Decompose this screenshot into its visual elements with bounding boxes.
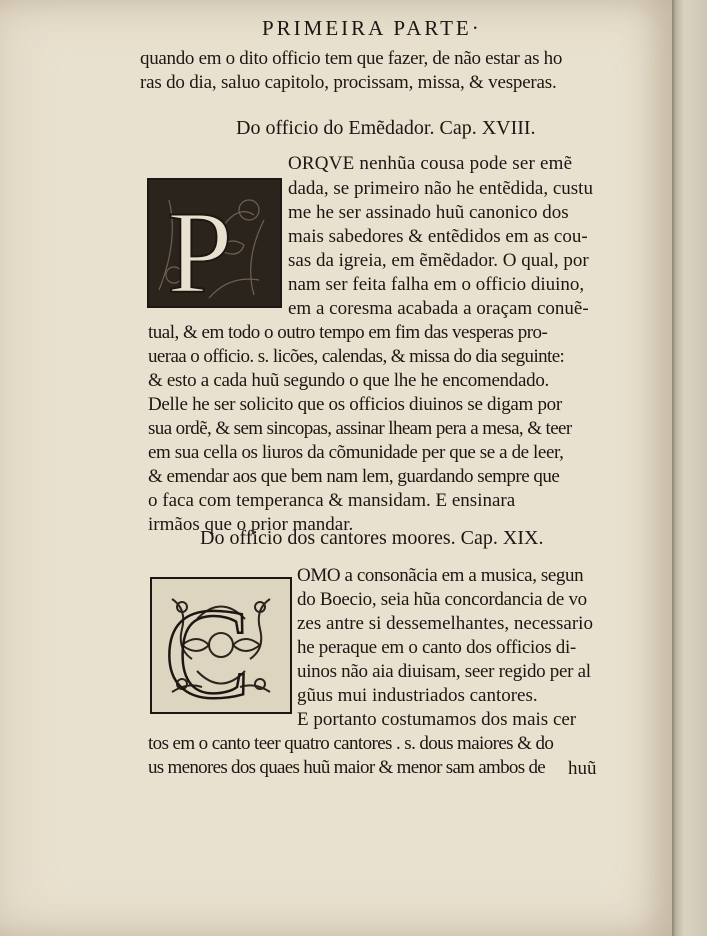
text-line: zes antre si dessemelhantes, necessario (297, 613, 593, 634)
chapter-18-heading: Do officio do Emẽdador. Cap. XVIII. (236, 117, 536, 139)
text-line: do Boecio, seia hũa concordancia de vo (297, 589, 587, 610)
text-line: sua ordẽ, & sem sincopas, assinar lheam pera a mesa, & teer (148, 418, 572, 439)
text-line: dada, se primeiro não he entẽdida, custu (288, 178, 593, 199)
text-line: & emendar aos que bem nam lem, guardando sempre que (148, 466, 560, 487)
decorated-initial-c (150, 577, 292, 714)
text-line: em sua cella os liuros da cõmunidade per que se a de leer, (148, 442, 564, 463)
initial-c-letter: C (164, 582, 251, 712)
text-line: OMO a consonãcia em a musica, segun (297, 565, 584, 586)
facing-page-edge (672, 0, 707, 936)
text-line: E portanto costumamos dos mais cer (297, 709, 577, 730)
text-line: he peraque em o canto dos officios di- (297, 637, 576, 658)
text-line: em a coresma acabada a oraçam conuẽ- (288, 298, 589, 319)
text-line: us menores dos quaes huũ maior & menor sam ambos de (148, 757, 545, 778)
decorated-initial-p (147, 178, 282, 308)
text-line: mais sabedores & entẽdidos em as cou- (288, 226, 588, 247)
initial-p-letter: P (167, 187, 233, 306)
initial-p-ornament (149, 180, 280, 306)
opening-line: ras do dia, saluo capitolo, procissam, missa, & vesperas. (140, 72, 557, 93)
text-line: ueraa o officio. s. licões, calendas, & missa do dia seguinte: (148, 346, 565, 367)
text-line: tos em o canto teer quatro cantores . s. dous maiores & do (148, 733, 554, 754)
initial-c-ornament (152, 579, 290, 712)
text-line: sas da igreia, em ẽmẽdador. O qual, por (288, 250, 589, 271)
text-line: me he ser assinado huũ canonico dos (288, 202, 569, 223)
text-line: & esto a cada huũ segundo o que lhe he encomendado. (148, 370, 549, 391)
text-line: o faca com temperanca & mansidam. E ensinara (148, 490, 516, 511)
running-head: PRIMEIRA PARTE· (262, 16, 482, 40)
text-line: gũus mui industriados cantores. (297, 685, 538, 706)
text-line: ORQVE nenhũa cousa pode ser emẽ (288, 153, 573, 174)
chapter-19-heading: Do officio dos cantores moores. Cap. XIX. (200, 527, 544, 549)
text-line: Delle he ser solicito que os officios diuinos se digam por (148, 394, 562, 415)
text-line: uinos não aia diuisam, seer regido per al (297, 661, 591, 682)
text-line: nam ser feita falha em o officio diuino, (288, 274, 585, 295)
text-line: tual, & em todo o outro tempo em fim das vesperas pro- (148, 322, 548, 343)
text-line: irmãos que o prior mandar. (148, 514, 354, 535)
opening-line: quando em o dito officio tem que fazer, de não estar as ho (140, 48, 563, 69)
catchword: huũ (568, 758, 597, 779)
